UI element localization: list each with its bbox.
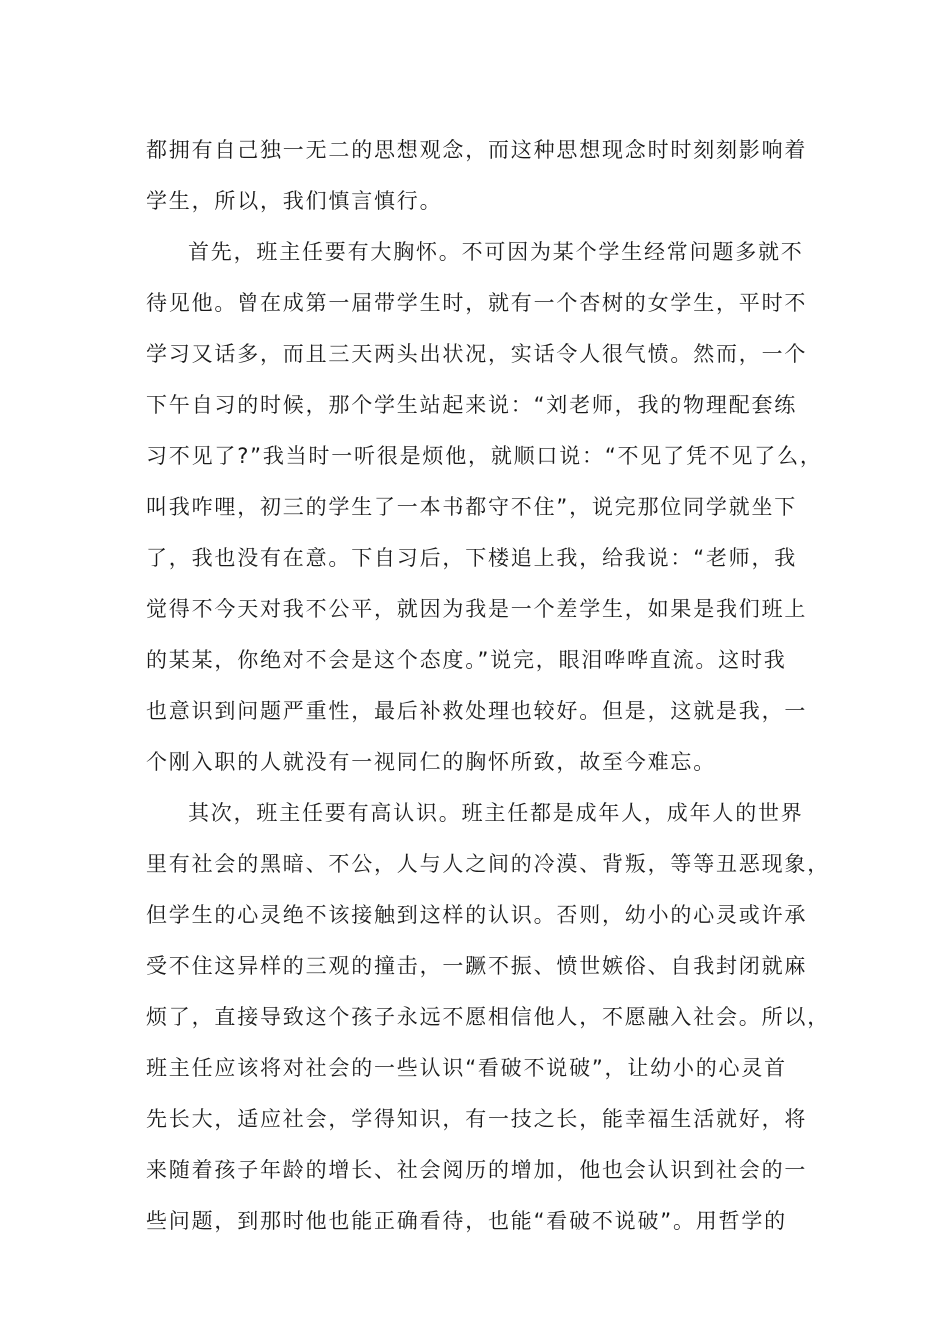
text-line: 烦了，直接导致这个孩子永远不愿相信他人，不愿融入社会。所以，	[146, 1005, 830, 1029]
text-line: 先长大，适应社会，学得知识，有一技之长，能幸福生活就好，将	[146, 1107, 808, 1131]
text-line: 待见他。曾在成第一届带学生时，就有一个杏树的女学生，平时不	[146, 291, 808, 315]
text-line: 但学生的心灵绝不该接触到这样的认识。否则，幼小的心灵或许承	[146, 903, 808, 927]
text-line: 叫我咋哩，初三的学生了一本书都守不住”，说完那位同学就坐下	[146, 495, 798, 519]
text-line: 觉得不今天对我不公平，就因为我是一个差学生，如果是我们班上	[146, 597, 808, 621]
text-line: 了，我也没有在意。下自习后，下楼追上我，给我说：“老师，我	[146, 546, 798, 570]
paragraph-first-line: 首先，班主任要有大胸怀。不可因为某个学生经常问题多就不	[188, 240, 804, 264]
paragraph-first-line: 其次，班主任要有高认识。班主任都是成年人，成年人的世界	[188, 801, 804, 825]
text-line: 里有社会的黑暗、不公，人与人之间的冷漠、背叛，等等丑恶现象，	[146, 852, 830, 876]
text-line: 来随着孩子年龄的增长、社会阅历的增加，他也会认识到社会的一	[146, 1158, 808, 1182]
text-line: 受不住这异样的三观的撞击，一蹶不振、愤世嫉俗、自我封闭就麻	[146, 954, 808, 978]
text-line: 都拥有自己独一无二的思想观念，而这种思想现念时时刻刻影响着	[146, 138, 808, 162]
text-line: 学习又话多，而且三天两头出状况，实话令人很气愤。然而，一个	[146, 342, 808, 366]
text-line: 学生，所以，我们慎言慎行。	[146, 189, 443, 213]
text-line: 习不见了?”我当时一听很是烦他，就顺口说：“不见了凭不见了么，	[146, 444, 823, 468]
text-line: 个刚入职的人就没有一视同仁的胸怀所致，故至今难忘。	[146, 750, 716, 774]
text-line: 的某某，你绝对不会是这个态度。”说完，眼泪哗哗直流。这时我	[146, 648, 787, 672]
text-line: 班主任应该将对社会的一些认识“看破不说破”，让幼小的心灵首	[146, 1056, 787, 1080]
text-line: 也意识到问题严重性，最后补救处理也较好。但是，这就是我，一	[146, 699, 808, 723]
text-line: 下午自习的时候，那个学生站起来说：“刘老师，我的物理配套练	[146, 393, 798, 417]
text-line: 些问题，到那时他也能正确看待，也能“看破不说破”。用哲学的	[146, 1209, 787, 1233]
